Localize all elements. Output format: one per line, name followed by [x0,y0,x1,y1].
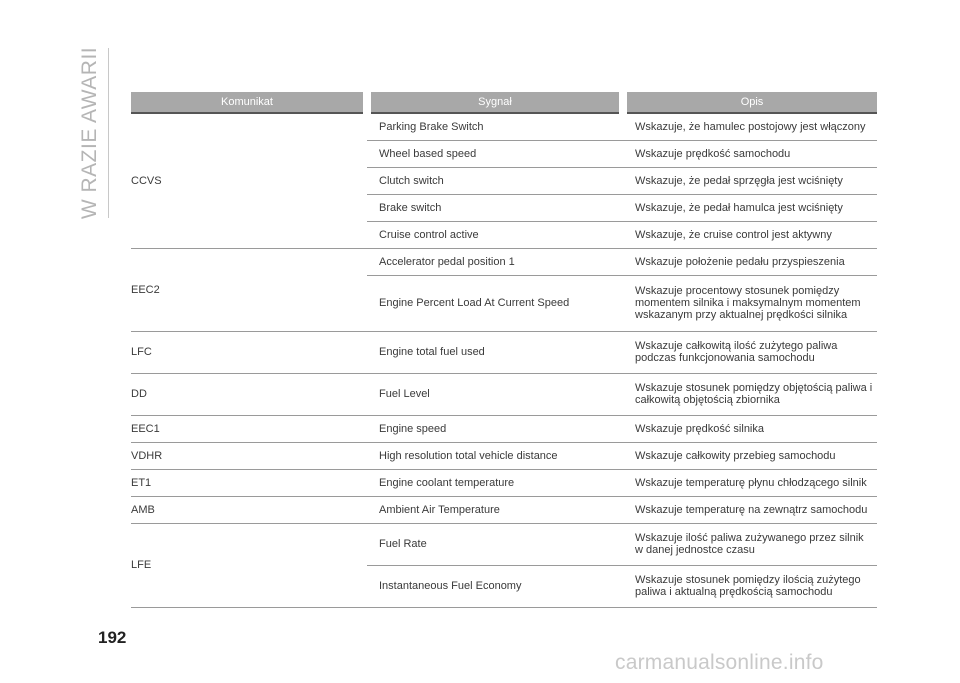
cell-komunikat: ET1 [131,469,367,496]
cell-opis: Wskazuje stosunek pomiędzy ilością zużytego paliwa i aktualną prędkością samochodu [623,565,877,607]
cell-sygnal: Engine Percent Load At Current Speed [367,275,623,331]
cell-sygnal: Engine total fuel used [367,331,623,373]
table-row [131,113,877,140]
cell-opis: Wskazuje położenie pedału przyspieszenia [623,248,877,275]
cell-opis: Wskazuje całkowity przebieg samochodu [623,442,877,469]
cell-opis: Wskazuje, że pedał sprzęgła jest wciśnięty [623,167,877,194]
cell-opis: Wskazuje procentowy stosunek pomiędzy momentem silnika i maksymalnym momentem wskazanym przy aktualnej prędkości silnika [623,275,877,331]
page-number: 192 [98,628,127,647]
cell-sygnal: Engine coolant temperature [367,469,623,496]
section-title-text: W RAZIE AWARII [78,46,101,220]
cell-sygnal: Wheel based speed [367,140,623,167]
table-row [131,248,877,275]
table-row [131,373,877,415]
cell-komunikat: VDHR [131,442,367,469]
cell-sygnal: Engine speed [367,415,623,442]
cell-sygnal: Fuel Rate [367,523,623,565]
cell-opis: Wskazuje temperaturę na zewnątrz samochodu [623,496,877,523]
header-komunikat: Komunikat [131,92,367,113]
messages-table [131,92,877,608]
cell-sygnal: Parking Brake Switch [367,113,623,140]
cell-sygnal: Brake switch [367,194,623,221]
table-row [131,523,877,565]
cell-komunikat: EEC2 [131,248,367,331]
cell-opis: Wskazuje temperaturę płynu chłodzącego silnik [623,469,877,496]
cell-sygnal: High resolution total vehicle distance [367,442,623,469]
cell-komunikat: AMB [131,496,367,523]
cell-sygnal: Instantaneous Fuel Economy [367,565,623,607]
table-header-row [131,92,877,113]
cell-sygnal: Clutch switch [367,167,623,194]
table-row [131,442,877,469]
cell-opis: Wskazuje, że cruise control jest aktywny [623,221,877,248]
cell-opis: Wskazuje, że pedał hamulca jest wciśnięty [623,194,877,221]
cell-komunikat: DD [131,373,367,415]
cell-sygnal: Cruise control active [367,221,623,248]
cell-komunikat: CCVS [131,113,367,248]
section-divider [108,48,109,218]
cell-opis: Wskazuje prędkość silnika [623,415,877,442]
header-opis: Opis [623,92,877,113]
cell-opis: Wskazuje prędkość samochodu [623,140,877,167]
section-title-vertical [70,48,110,218]
cell-opis: Wskazuje ilość paliwa zużywanego przez silnik w danej jednostce czasu [623,523,877,565]
cell-sygnal: Ambient Air Temperature [367,496,623,523]
watermark: carmanualsonline.info [615,651,824,674]
cell-komunikat: EEC1 [131,415,367,442]
cell-opis: Wskazuje całkowitą ilość zużytego paliwa podczas funkcjonowania samochodu [623,331,877,373]
table-row [131,415,877,442]
cell-komunikat: LFC [131,331,367,373]
cell-opis: Wskazuje stosunek pomiędzy objętością paliwa i całkowitą objętością zbiornika [623,373,877,415]
cell-sygnal: Accelerator pedal position 1 [367,248,623,275]
cell-sygnal: Fuel Level [367,373,623,415]
header-sygnal: Sygnał [367,92,623,113]
cell-opis: Wskazuje, że hamulec postojowy jest włączony [623,113,877,140]
table-row [131,469,877,496]
cell-komunikat: LFE [131,523,367,607]
table-row [131,496,877,523]
table-row [131,331,877,373]
